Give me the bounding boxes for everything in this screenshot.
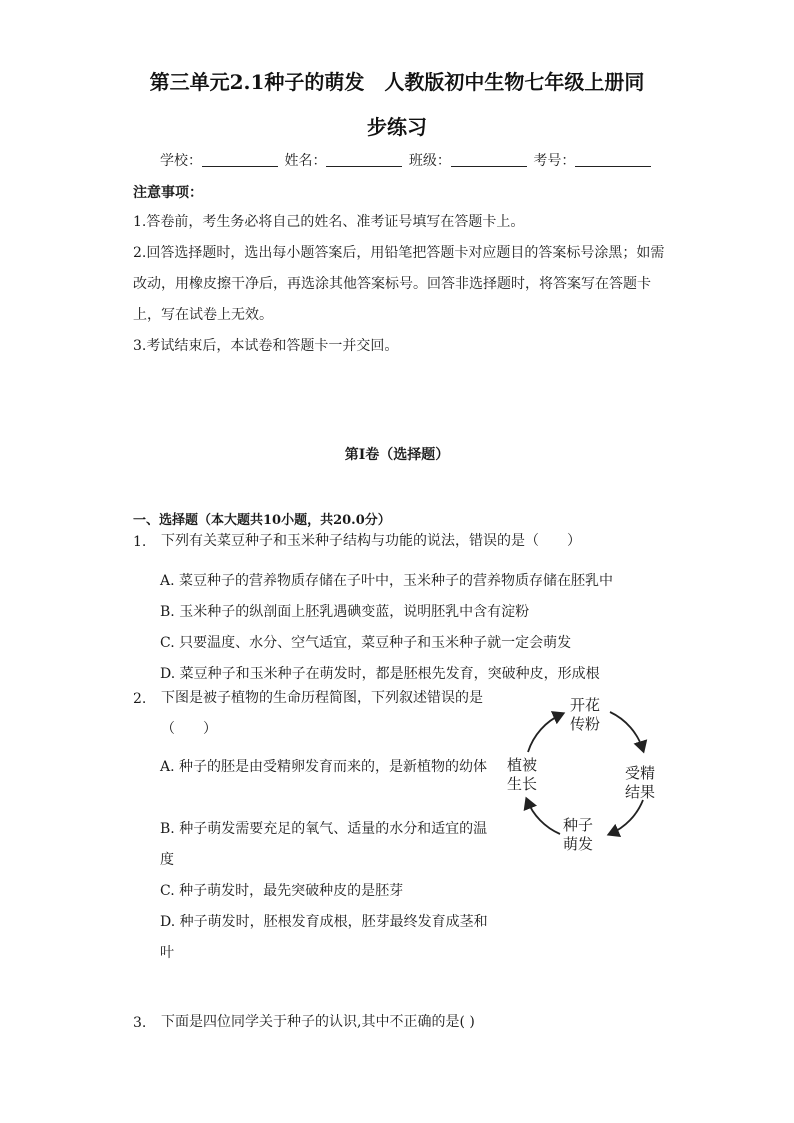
- q1-option-a: A. 菜豆种子的营养物质存储在子叶中，玉米种子的营养物质存储在胚乳中: [160, 573, 614, 589]
- class-blank: [451, 152, 527, 167]
- cycle-label-flowering: 开花 传粉: [569, 696, 600, 733]
- student-info-row: [160, 150, 653, 170]
- q2-option-d: D. 种子萌发时，胚根发育成根，胚芽最终发育成茎和叶: [160, 914, 488, 961]
- q2-option-c: C. 种子萌发时，最先突破种皮的是胚芽: [160, 883, 404, 899]
- name-blank: [326, 152, 402, 167]
- page-title-line2: 步练习: [367, 115, 427, 139]
- question-number: 3.: [133, 1015, 147, 1031]
- cycle-label-fertilization: 受精 结果: [624, 764, 655, 801]
- notice-title: 注意事项：: [133, 185, 203, 201]
- q2-option-a: A. 种子的胚是由受精卵发育而来的，是新植物的幼体: [160, 759, 488, 775]
- exam-no-label: 考号：: [533, 153, 576, 169]
- school-blank: [202, 152, 278, 167]
- question-stem: 下图是被子植物的生命历程简图，下列叙述错误的是（ ）: [161, 690, 483, 737]
- question-number: 2.: [133, 691, 147, 707]
- q2-option-b: B. 种子萌发需要充足的氧气、适量的水分和适宜的温度: [160, 821, 488, 868]
- class-label: 班级：: [408, 153, 451, 169]
- notice-item-2: 2.回答选择题时，选出每小题答案后，用铅笔把答题卡对应题目的答案标号涂黑；如需改动，用橡皮擦干净后，再选涂其他答案标号。回答非选择题时，将答案写在答题卡上，写在试卷上无效。: [133, 245, 665, 323]
- section-title: 一、选择题（本大题共10小题，共20.0分）: [133, 513, 391, 528]
- name-label: 姓名：: [284, 153, 327, 169]
- exam-no-blank: [575, 152, 651, 167]
- cycle-label-germination: 种子 萌发: [562, 816, 593, 853]
- question-stem: 下面是四位同学关于种子的认识,其中不正确的是( ): [161, 1014, 475, 1030]
- notice-item-1: 1.答卷前，考生务必将自己的姓名、准考证号填写在答题卡上。: [133, 214, 525, 230]
- q1-option-c: C. 只要温度、水分、空气适宜，菜豆种子和玉米种子就一定会萌发: [160, 635, 572, 651]
- life-cycle-diagram: [500, 688, 670, 858]
- volume-title: 第I卷（选择题）: [344, 447, 450, 463]
- question-stem: 下列有关菜豆种子和玉米种子结构与功能的说法，错误的是（ ）: [161, 533, 581, 549]
- question-number: 1.: [133, 534, 147, 550]
- page-title-line1: 第三单元2.1种子的萌发 人教版初中生物七年级上册同: [149, 70, 645, 94]
- q1-option-d: D. 菜豆种子和玉米种子在萌发时，都是胚根先发育，突破种皮，形成根: [160, 666, 600, 682]
- school-label: 学校：: [160, 153, 202, 169]
- q1-option-b: B. 玉米种子的纵剖面上胚乳遇碘变蓝，说明胚乳中含有淀粉: [160, 604, 530, 620]
- cycle-label-growth: 植被 生长: [506, 756, 537, 793]
- notice-item-3: 3.考试结束后，本试卷和答题卡一并交回。: [133, 338, 399, 354]
